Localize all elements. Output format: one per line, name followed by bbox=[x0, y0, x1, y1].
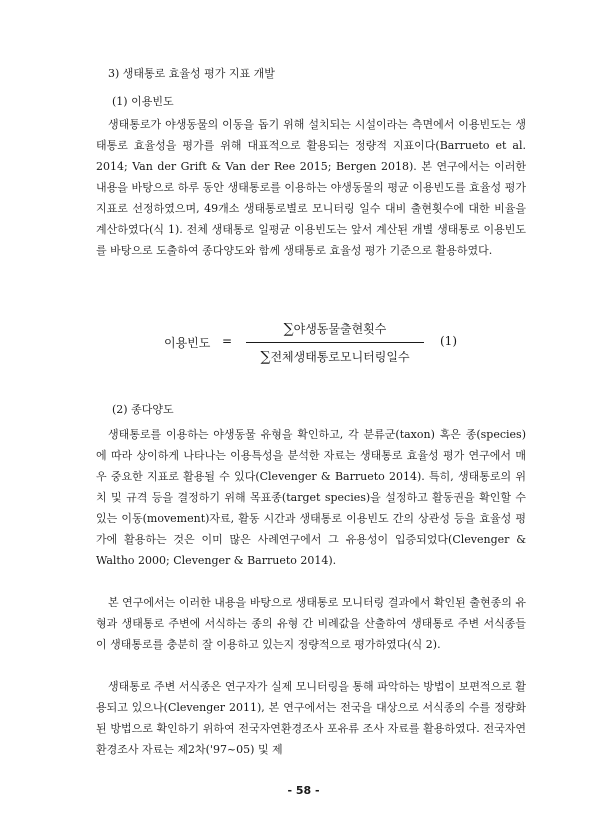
formula-usage-frequency bbox=[150, 318, 480, 368]
paragraph-species-diversity-1: 생태통로를 이용하는 야생동물 유형을 확인하고, 각 분류군(taxon) 혹은 종(species)에 따라 상이하게 나타나는 이용특성을 분석한 자료는 생태통로 효율성 평가 연구에서 매우 중요한 지표로 활용될 수 있다(Clevenger & Barrueto 2014). 특히, 생태통로의 위치 및 규격 등을 결정하기 위해 목표종(target species)을 설정하고 활동권을 확인할 수 있는 이동(movement)자료, 활동 시간과 생태통로 이용빈도 간의 상관성 등을 효율성 평가에 활용하는 것은 이미 많은 사례연구에서 그 유용성이 입증되었다(Clevenger & Waltho 2000; Clevenger & Barrueto 2014). bbox=[96, 428, 526, 567]
summation-symbol: ∑ bbox=[283, 321, 294, 337]
formula-denominator bbox=[242, 348, 428, 365]
page-number: - 58 - bbox=[287, 784, 320, 797]
formula-numerator-text: 야생동물출현횟수 bbox=[293, 322, 387, 336]
formula-denominator-text: 전체생태통로모니터링일수 bbox=[270, 350, 410, 364]
section-heading: 3) 생태통로 효율성 평가 지표 개발 bbox=[108, 67, 275, 80]
formula-equals: = bbox=[222, 334, 233, 348]
subsection-heading-usage-frequency: (1) 이용빈도 bbox=[112, 95, 174, 108]
paragraph-species-diversity-2: 본 연구에서는 이러한 내용을 바탕으로 생태통로 모니터링 결과에서 확인된 출현종의 유형과 생태통로 주변에 서식하는 종의 유형 간 비례값을 산출하여 생태통로 주변 서식종들이 생태통로를 충분히 잘 이용하고 있는지 정량적으로 평가하였다(식 2). bbox=[96, 596, 526, 651]
paragraph-species-diversity-3: 생태통로 주변 서식종은 연구자가 실제 모니터링을 통해 파악하는 방법이 보편적으로 활용되고 있으나(Clevenger 2011), 본 연구에서는 전국을 대상으로 서식종의 수를 정량화된 방법으로 확인하기 위하여 전국자연환경조사 포유류 조사 자료를 활용하였다. 전국자연환경조사 자료는 제2차('97~05) 및 제 bbox=[96, 680, 526, 756]
summation-symbol: ∑ bbox=[260, 349, 271, 365]
paragraph-usage-frequency: 생태통로가 야생동물의 이동을 돕기 위해 설치되는 시설이라는 측면에서 이용빈도는 생태통로 효율성을 평가를 위해 대표적으로 활용되는 정량적 지표이다(Barrueto et al. 2014; Van der Grift & Van der Ree 2015; Bergen 2018). 본 연구에서는 이러한 내용을 바탕으로 하루 동안 생태통로를 이용하는 야생동물의 평균 이용빈도를 효율성 평가 지표로 선정하였으며, 49개소 생태통로별로 모니터링 일수 대비 출현횟수에 대한 비율을 계산하였다(식 1). 전체 생태통로 일평균 이용빈도는 앞서 계산된 개별 생태통로 이용빈도를 바탕으로 도출하여 종다양도와 함께 생태통로 효율성 평가 기준으로 활용하였다. bbox=[96, 118, 526, 257]
formula-lhs: 이용빈도 bbox=[164, 336, 211, 350]
subsection-heading-species-diversity: (2) 종다양도 bbox=[112, 403, 174, 416]
fraction-bar bbox=[246, 342, 424, 343]
equation-number: (1) bbox=[440, 334, 457, 348]
formula-numerator bbox=[250, 320, 420, 337]
